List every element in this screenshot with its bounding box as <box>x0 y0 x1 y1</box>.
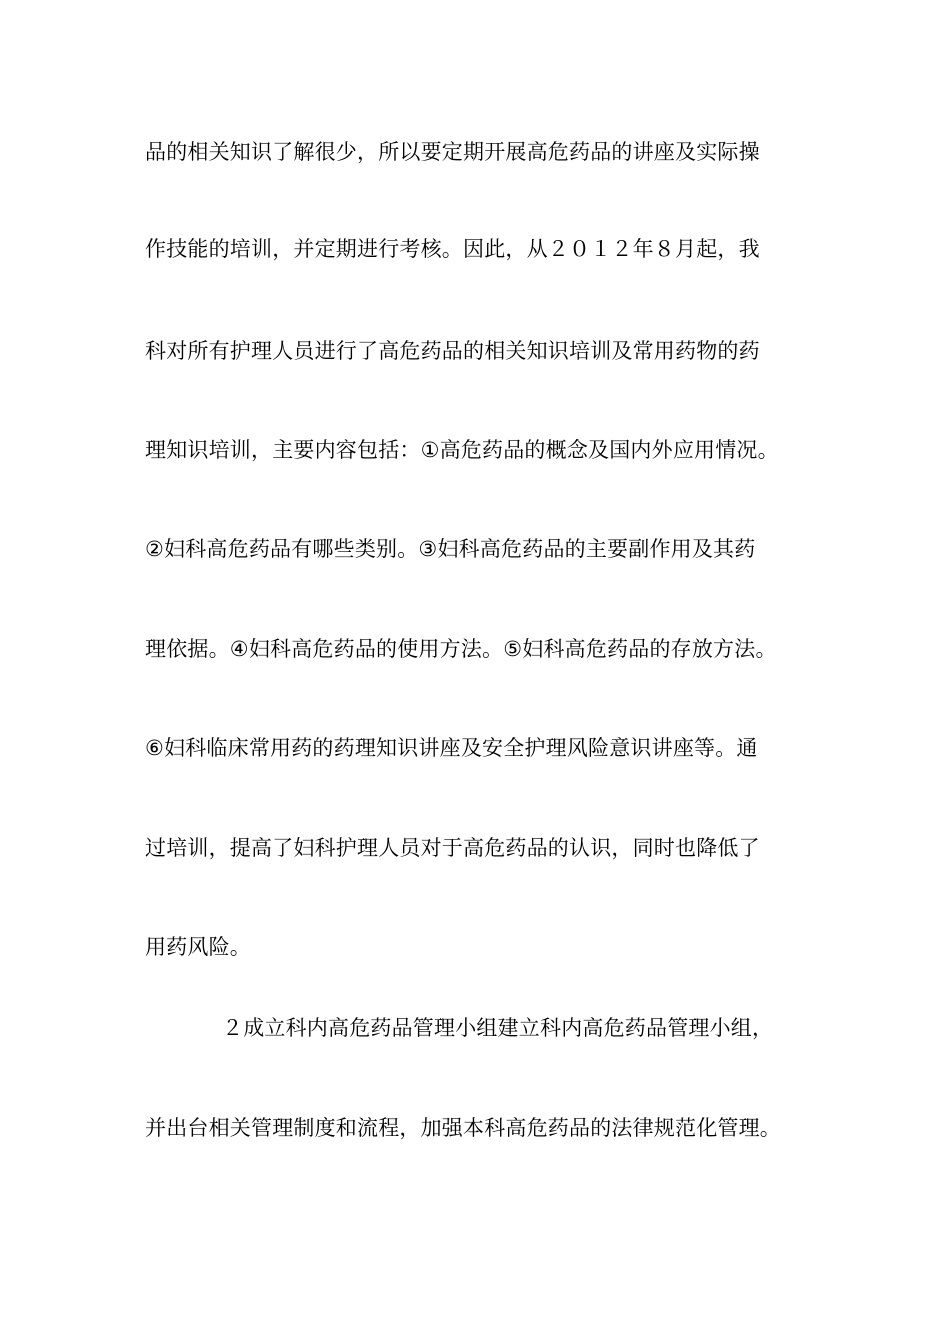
body-text-line: 理依据。④妇科高危药品的使用方法。⑤妇科高危药品的存放方法。 <box>145 637 777 661</box>
body-text-line: 理知识培训，主要内容包括：①高危药品的概念及国内外应用情况。 <box>145 438 779 462</box>
body-text-line: 科对所有护理人员进行了高危药品的相关知识培训及常用药物的药 <box>145 339 760 363</box>
body-text-line: ⑥妇科临床常用药的药理知识讲座及安全护理风险意识讲座等。通 <box>145 736 758 760</box>
section-heading-line: ２成立科内高危药品管理小组建立科内高危药品管理小组， <box>222 1016 774 1040</box>
body-text-line: 过培训，提高了妇科护理人员对于高危药品的认识，同时也降低了 <box>145 836 760 860</box>
body-text-line: ②妇科高危药品有哪些类别。③妇科高危药品的主要副作用及其药 <box>145 537 756 561</box>
body-text-line: 用药风险。 <box>145 935 251 959</box>
body-text-line: 作技能的培训，并定期进行考核。因此，从２０１２年８月起，我 <box>145 237 760 261</box>
body-text-line: 品的相关知识了解很少，所以要定期开展高危药品的讲座及实际操 <box>145 140 760 164</box>
body-text-line: 并出台相关管理制度和流程，加强本科高危药品的法律规范化管理。 <box>145 1116 781 1140</box>
